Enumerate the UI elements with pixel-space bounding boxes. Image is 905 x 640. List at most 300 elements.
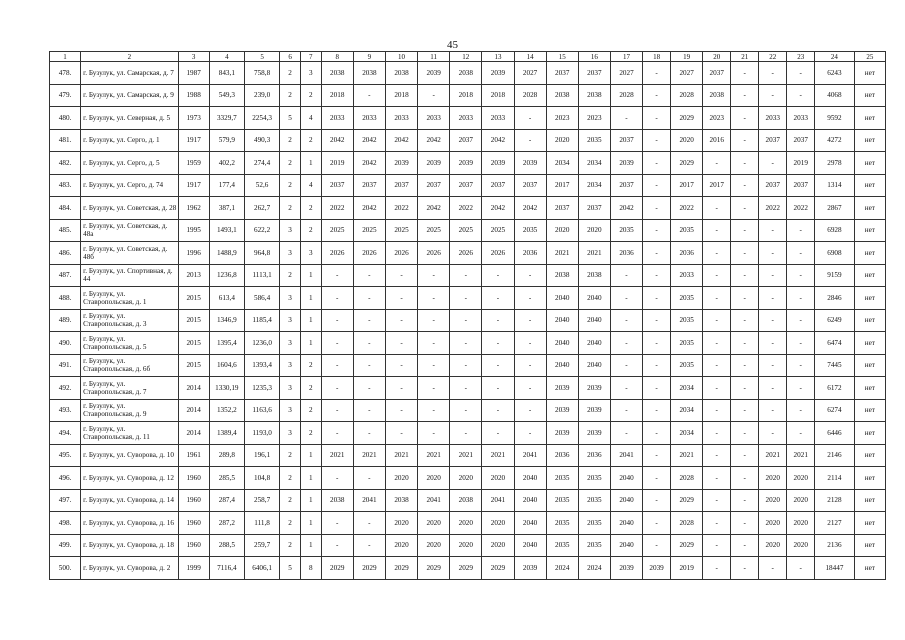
- value-cell: 2038: [546, 84, 578, 107]
- value-cell: 2039: [578, 422, 610, 445]
- value-cell: -: [610, 354, 642, 377]
- value-cell: -: [643, 399, 671, 422]
- value-cell: 2039: [385, 152, 417, 175]
- row-number-cell: 484.: [50, 197, 81, 220]
- table-row: [50, 107, 886, 130]
- value-cell: -: [787, 354, 815, 377]
- row-number-cell: 496.: [50, 467, 81, 490]
- value-cell: 2020: [787, 467, 815, 490]
- column-header-10: 10: [385, 52, 417, 62]
- row-number-cell: 480.: [50, 107, 81, 130]
- value-cell: -: [731, 467, 759, 490]
- value-cell: 1185,4: [244, 309, 279, 332]
- value-cell: 1346,9: [209, 309, 244, 332]
- value-cell: -: [450, 309, 482, 332]
- value-cell: 2026: [321, 242, 353, 265]
- value-cell: 2022: [787, 197, 815, 220]
- value-cell: -: [759, 62, 787, 85]
- value-cell: -: [703, 444, 731, 467]
- address-cell: г. Бузулук, ул. Суворова, д. 10: [81, 444, 178, 467]
- value-cell: 1: [300, 489, 321, 512]
- value-cell: 4068: [815, 84, 854, 107]
- table-row: [50, 309, 886, 332]
- value-cell: -: [353, 422, 385, 445]
- value-cell: 964,8: [244, 242, 279, 265]
- value-cell: 2037: [482, 174, 514, 197]
- value-cell: 2029: [450, 557, 482, 580]
- table-row: [50, 467, 886, 490]
- value-cell: 2028: [671, 512, 703, 535]
- address-cell: г. Бузулук, ул. Серго, д. 5: [81, 152, 178, 175]
- value-cell: 3: [280, 309, 301, 332]
- value-cell: -: [731, 242, 759, 265]
- value-cell: 2027: [610, 62, 642, 85]
- value-cell: 2037: [353, 174, 385, 197]
- value-cell: 4: [300, 107, 321, 130]
- value-cell: 2013: [178, 264, 209, 287]
- value-cell: 9592: [815, 107, 854, 130]
- value-cell: 2034: [671, 399, 703, 422]
- value-cell: 1: [300, 287, 321, 310]
- value-cell: -: [385, 354, 417, 377]
- value-cell: нет: [854, 309, 885, 332]
- value-cell: 2: [300, 377, 321, 400]
- column-header-15: 15: [546, 52, 578, 62]
- value-cell: 2023: [703, 107, 731, 130]
- value-cell: 2038: [353, 62, 385, 85]
- value-cell: нет: [854, 62, 885, 85]
- value-cell: -: [385, 332, 417, 355]
- value-cell: 2035: [546, 534, 578, 557]
- value-cell: 2041: [482, 489, 514, 512]
- value-cell: 6474: [815, 332, 854, 355]
- value-cell: -: [731, 557, 759, 580]
- value-cell: 2035: [514, 219, 546, 242]
- value-cell: 622,2: [244, 219, 279, 242]
- value-cell: нет: [854, 377, 885, 400]
- value-cell: -: [787, 422, 815, 445]
- value-cell: -: [610, 377, 642, 400]
- value-cell: 2025: [321, 219, 353, 242]
- value-cell: 490,3: [244, 129, 279, 152]
- value-cell: 586,4: [244, 287, 279, 310]
- value-cell: 2039: [643, 557, 671, 580]
- value-cell: 2042: [353, 152, 385, 175]
- value-cell: -: [703, 287, 731, 310]
- value-cell: 2023: [578, 107, 610, 130]
- value-cell: 1: [300, 534, 321, 557]
- value-cell: -: [703, 467, 731, 490]
- value-cell: 2039: [514, 152, 546, 175]
- value-cell: 1: [300, 512, 321, 535]
- value-cell: 2020: [759, 534, 787, 557]
- column-header-23: 23: [787, 52, 815, 62]
- value-cell: -: [418, 332, 450, 355]
- value-cell: 3: [280, 399, 301, 422]
- table-row: [50, 557, 886, 580]
- value-cell: 2029: [418, 557, 450, 580]
- value-cell: 2040: [514, 512, 546, 535]
- value-cell: 2026: [482, 242, 514, 265]
- value-cell: 2: [300, 354, 321, 377]
- value-cell: 1493,1: [209, 219, 244, 242]
- value-cell: 2021: [578, 242, 610, 265]
- value-cell: 2038: [578, 84, 610, 107]
- value-cell: 2035: [578, 467, 610, 490]
- value-cell: 177,4: [209, 174, 244, 197]
- value-cell: -: [514, 309, 546, 332]
- address-cell: г. Бузулук, ул. Ставропольская, д. 6б: [81, 354, 178, 377]
- value-cell: -: [610, 264, 642, 287]
- value-cell: 2024: [578, 557, 610, 580]
- value-cell: -: [731, 489, 759, 512]
- value-cell: 2023: [546, 107, 578, 130]
- value-cell: 2034: [671, 422, 703, 445]
- table-row: [50, 287, 886, 310]
- value-cell: -: [482, 422, 514, 445]
- row-number-cell: 488.: [50, 287, 81, 310]
- value-cell: 4272: [815, 129, 854, 152]
- value-cell: 1996: [178, 242, 209, 265]
- value-cell: 2127: [815, 512, 854, 535]
- value-cell: 2035: [671, 332, 703, 355]
- value-cell: -: [610, 399, 642, 422]
- value-cell: 2037: [546, 62, 578, 85]
- value-cell: 2020: [578, 219, 610, 242]
- value-cell: 2040: [610, 512, 642, 535]
- table-row: [50, 354, 886, 377]
- value-cell: -: [418, 399, 450, 422]
- value-cell: 2: [300, 197, 321, 220]
- value-cell: нет: [854, 512, 885, 535]
- value-cell: -: [418, 377, 450, 400]
- value-cell: 288,5: [209, 534, 244, 557]
- value-cell: -: [787, 264, 815, 287]
- value-cell: 758,8: [244, 62, 279, 85]
- value-cell: нет: [854, 107, 885, 130]
- value-cell: 1236,8: [209, 264, 244, 287]
- value-cell: 2114: [815, 467, 854, 490]
- table-row: [50, 377, 886, 400]
- row-number-cell: 478.: [50, 62, 81, 85]
- value-cell: 1330,19: [209, 377, 244, 400]
- value-cell: 4: [300, 174, 321, 197]
- value-cell: -: [418, 264, 450, 287]
- value-cell: 1393,4: [244, 354, 279, 377]
- value-cell: 111,8: [244, 512, 279, 535]
- value-cell: 9159: [815, 264, 854, 287]
- value-cell: 2018: [450, 84, 482, 107]
- column-header-9: 9: [353, 52, 385, 62]
- value-cell: 1917: [178, 174, 209, 197]
- column-header-12: 12: [450, 52, 482, 62]
- value-cell: 1193,0: [244, 422, 279, 445]
- value-cell: 287,2: [209, 512, 244, 535]
- value-cell: 2036: [610, 242, 642, 265]
- value-cell: -: [514, 287, 546, 310]
- value-cell: 387,1: [209, 197, 244, 220]
- value-cell: 2035: [578, 489, 610, 512]
- address-cell: г. Бузулук, ул. Серго, д. 74: [81, 174, 178, 197]
- value-cell: 2040: [514, 489, 546, 512]
- column-header-19: 19: [671, 52, 703, 62]
- value-cell: 2039: [450, 152, 482, 175]
- value-cell: 2039: [482, 152, 514, 175]
- value-cell: 2014: [178, 422, 209, 445]
- value-cell: 2020: [418, 534, 450, 557]
- value-cell: -: [450, 332, 482, 355]
- value-cell: 2020: [418, 512, 450, 535]
- value-cell: 2: [280, 467, 301, 490]
- value-cell: -: [643, 534, 671, 557]
- value-cell: 1: [300, 332, 321, 355]
- value-cell: 2021: [450, 444, 482, 467]
- value-cell: -: [450, 399, 482, 422]
- row-number-cell: 492.: [50, 377, 81, 400]
- value-cell: 196,1: [244, 444, 279, 467]
- value-cell: 2034: [546, 152, 578, 175]
- value-cell: 1960: [178, 534, 209, 557]
- row-number-cell: 500.: [50, 557, 81, 580]
- value-cell: -: [321, 422, 353, 445]
- value-cell: -: [759, 84, 787, 107]
- value-cell: 2867: [815, 197, 854, 220]
- value-cell: -: [353, 287, 385, 310]
- value-cell: 2: [300, 422, 321, 445]
- value-cell: -: [759, 354, 787, 377]
- value-cell: нет: [854, 242, 885, 265]
- address-cell: г. Бузулук, ул. Суворова, д. 14: [81, 489, 178, 512]
- value-cell: -: [759, 309, 787, 332]
- value-cell: 2039: [610, 557, 642, 580]
- value-cell: 2: [300, 219, 321, 242]
- value-cell: 2035: [671, 287, 703, 310]
- value-cell: 2016: [703, 129, 731, 152]
- address-cell: г. Бузулук, ул. Северная, д. 5: [81, 107, 178, 130]
- address-cell: г. Бузулук, ул. Ставропольская, д. 5: [81, 332, 178, 355]
- value-cell: 1: [300, 264, 321, 287]
- value-cell: 3: [280, 287, 301, 310]
- value-cell: -: [787, 309, 815, 332]
- value-cell: 1960: [178, 467, 209, 490]
- value-cell: 2027: [671, 62, 703, 85]
- value-cell: 2041: [610, 444, 642, 467]
- value-cell: нет: [854, 197, 885, 220]
- value-cell: 1163,6: [244, 399, 279, 422]
- value-cell: -: [643, 62, 671, 85]
- value-cell: 2026: [385, 242, 417, 265]
- address-cell: г. Бузулук, ул. Ставропольская, д. 1: [81, 287, 178, 310]
- value-cell: 2015: [178, 354, 209, 377]
- row-number-cell: 491.: [50, 354, 81, 377]
- value-cell: 2037: [787, 129, 815, 152]
- value-cell: -: [353, 512, 385, 535]
- value-cell: -: [321, 287, 353, 310]
- value-cell: 2022: [321, 197, 353, 220]
- value-cell: 2037: [759, 174, 787, 197]
- value-cell: нет: [854, 422, 885, 445]
- value-cell: -: [353, 377, 385, 400]
- table-row: [50, 197, 886, 220]
- value-cell: 2039: [578, 399, 610, 422]
- value-cell: 2020: [450, 467, 482, 490]
- table-row: [50, 489, 886, 512]
- value-cell: -: [731, 354, 759, 377]
- value-cell: 2021: [385, 444, 417, 467]
- value-cell: -: [759, 332, 787, 355]
- value-cell: -: [418, 84, 450, 107]
- value-cell: 2036: [578, 444, 610, 467]
- value-cell: -: [450, 264, 482, 287]
- value-cell: 3: [280, 377, 301, 400]
- value-cell: нет: [854, 84, 885, 107]
- value-cell: 2039: [546, 422, 578, 445]
- value-cell: -: [610, 107, 642, 130]
- value-cell: 1236,0: [244, 332, 279, 355]
- value-cell: 3: [280, 354, 301, 377]
- value-cell: 1917: [178, 129, 209, 152]
- value-cell: 2035: [610, 219, 642, 242]
- value-cell: -: [610, 332, 642, 355]
- value-cell: 1960: [178, 512, 209, 535]
- value-cell: 2034: [578, 152, 610, 175]
- value-cell: 2020: [482, 512, 514, 535]
- value-cell: 2033: [450, 107, 482, 130]
- value-cell: -: [610, 287, 642, 310]
- row-number-cell: 493.: [50, 399, 81, 422]
- value-cell: 289,8: [209, 444, 244, 467]
- value-cell: -: [731, 287, 759, 310]
- value-cell: 2021: [546, 242, 578, 265]
- column-header-16: 16: [578, 52, 610, 62]
- row-number-cell: 487.: [50, 264, 81, 287]
- value-cell: 2978: [815, 152, 854, 175]
- value-cell: 2040: [546, 354, 578, 377]
- value-cell: 239,0: [244, 84, 279, 107]
- value-cell: 6446: [815, 422, 854, 445]
- value-cell: -: [731, 534, 759, 557]
- value-cell: -: [731, 174, 759, 197]
- value-cell: 2033: [671, 264, 703, 287]
- value-cell: 1999: [178, 557, 209, 580]
- value-cell: -: [353, 467, 385, 490]
- value-cell: 2019: [671, 557, 703, 580]
- value-cell: 2021: [353, 444, 385, 467]
- column-header-11: 11: [418, 52, 450, 62]
- value-cell: -: [321, 332, 353, 355]
- value-cell: 2034: [578, 174, 610, 197]
- value-cell: 2019: [787, 152, 815, 175]
- value-cell: -: [643, 219, 671, 242]
- value-cell: 2035: [578, 129, 610, 152]
- value-cell: 2035: [671, 354, 703, 377]
- value-cell: -: [731, 152, 759, 175]
- value-cell: -: [385, 399, 417, 422]
- value-cell: -: [482, 332, 514, 355]
- value-cell: 2035: [578, 512, 610, 535]
- value-cell: 2020: [385, 534, 417, 557]
- value-cell: -: [731, 219, 759, 242]
- row-number-cell: 486.: [50, 242, 81, 265]
- value-cell: -: [731, 399, 759, 422]
- value-cell: 2042: [321, 129, 353, 152]
- value-cell: -: [703, 489, 731, 512]
- row-number-cell: 495.: [50, 444, 81, 467]
- value-cell: -: [450, 287, 482, 310]
- value-cell: -: [385, 309, 417, 332]
- value-cell: -: [787, 242, 815, 265]
- value-cell: 104,8: [244, 467, 279, 490]
- value-cell: 2025: [385, 219, 417, 242]
- value-cell: -: [731, 129, 759, 152]
- value-cell: -: [643, 242, 671, 265]
- value-cell: -: [703, 152, 731, 175]
- value-cell: 274,4: [244, 152, 279, 175]
- value-cell: 2029: [321, 557, 353, 580]
- value-cell: 259,7: [244, 534, 279, 557]
- table-body: [50, 62, 886, 580]
- value-cell: 2037: [514, 174, 546, 197]
- value-cell: 2026: [418, 242, 450, 265]
- value-cell: -: [759, 422, 787, 445]
- value-cell: -: [450, 354, 482, 377]
- value-cell: 2254,3: [244, 107, 279, 130]
- value-cell: -: [703, 512, 731, 535]
- value-cell: 2039: [578, 377, 610, 400]
- value-cell: 1389,4: [209, 422, 244, 445]
- value-cell: 2136: [815, 534, 854, 557]
- value-cell: нет: [854, 489, 885, 512]
- value-cell: -: [731, 444, 759, 467]
- value-cell: нет: [854, 129, 885, 152]
- value-cell: 2041: [514, 444, 546, 467]
- value-cell: 2015: [178, 287, 209, 310]
- value-cell: -: [610, 422, 642, 445]
- value-cell: -: [353, 309, 385, 332]
- value-cell: -: [703, 219, 731, 242]
- address-cell: г. Бузулук, ул. Советская, д. 48б: [81, 242, 178, 265]
- value-cell: -: [731, 309, 759, 332]
- value-cell: 2015: [178, 309, 209, 332]
- value-cell: 2037: [450, 129, 482, 152]
- value-cell: -: [703, 557, 731, 580]
- value-cell: 2037: [578, 62, 610, 85]
- value-cell: -: [703, 422, 731, 445]
- value-cell: -: [353, 84, 385, 107]
- value-cell: 2033: [482, 107, 514, 130]
- row-number-cell: 498.: [50, 512, 81, 535]
- address-cell: г. Бузулук, ул. Ставропольская, д. 7: [81, 377, 178, 400]
- value-cell: 1: [300, 467, 321, 490]
- value-cell: 2042: [610, 197, 642, 220]
- value-cell: 3: [280, 422, 301, 445]
- table-row: [50, 422, 886, 445]
- value-cell: 2021: [671, 444, 703, 467]
- row-number-cell: 481.: [50, 129, 81, 152]
- value-cell: 2035: [546, 512, 578, 535]
- value-cell: 2: [280, 152, 301, 175]
- value-cell: -: [643, 197, 671, 220]
- value-cell: 2036: [514, 242, 546, 265]
- value-cell: -: [787, 219, 815, 242]
- value-cell: -: [482, 399, 514, 422]
- column-header-13: 13: [482, 52, 514, 62]
- value-cell: 2038: [321, 62, 353, 85]
- value-cell: -: [643, 264, 671, 287]
- value-cell: -: [731, 84, 759, 107]
- value-cell: 2026: [450, 242, 482, 265]
- value-cell: 2039: [610, 152, 642, 175]
